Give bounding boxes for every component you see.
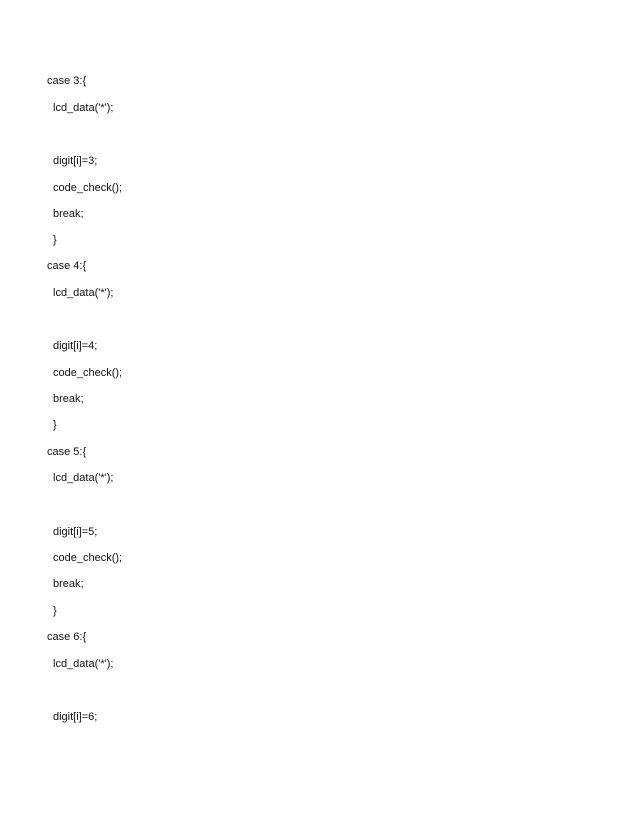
code-line: }: [53, 605, 57, 617]
code-line: digit[i]=6;: [53, 711, 98, 723]
code-line: lcd_data('*');: [53, 102, 114, 114]
code-line: break;: [53, 208, 84, 220]
code-line: case 4:{: [47, 260, 87, 272]
code-line: break;: [53, 578, 84, 590]
code-line: lcd_data('*');: [53, 472, 114, 484]
code-line: lcd_data('*');: [53, 287, 114, 299]
code-line: case 3:{: [47, 75, 87, 87]
code-line: case 6:{: [47, 631, 87, 643]
code-line: digit[i]=3;: [53, 155, 98, 167]
code-line: }: [53, 234, 57, 246]
code-line: digit[i]=5;: [53, 526, 98, 538]
code-line: code_check();: [53, 552, 123, 564]
code-line: break;: [53, 393, 84, 405]
code-line: lcd_data('*');: [53, 658, 114, 670]
code-line: code_check();: [53, 367, 123, 379]
code-line: code_check();: [53, 182, 123, 194]
code-line: digit[i]=4;: [53, 340, 98, 352]
code-line: case 5:{: [47, 446, 87, 458]
code-line: }: [53, 419, 57, 431]
